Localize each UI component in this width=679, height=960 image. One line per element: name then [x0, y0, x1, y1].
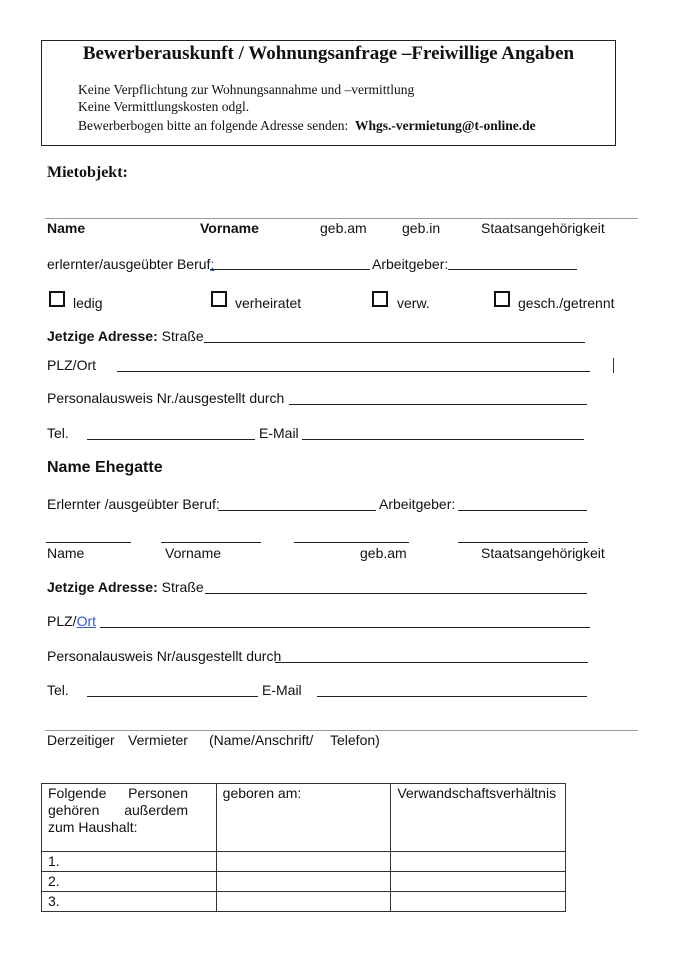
- tel-label: Tel.: [47, 425, 69, 441]
- email-label: E-Mail: [259, 425, 299, 441]
- spouse-vorname-label: Vorname: [165, 545, 222, 561]
- note-line-3: Bewerberbogen bitte an folgende Adresse senden:: [78, 118, 349, 133]
- header-relation: Verwandschaftsverhältnis: [397, 785, 557, 801]
- plz-field[interactable]: [117, 371, 590, 372]
- ausweis-label: Personalausweis Nr./ausgestellt durch: [47, 390, 285, 406]
- cell[interactable]: [391, 872, 566, 892]
- adresse-label: Jetzige Adresse:: [47, 328, 158, 344]
- spouse-name-label: Name: [47, 545, 85, 561]
- spouse-staat-label: Staatsangehörigkeit: [481, 545, 605, 561]
- status-verheiratet-label: verheiratet: [235, 295, 302, 311]
- spouse-tel-field[interactable]: [87, 696, 258, 697]
- spouse-ort-label: Ort: [76, 613, 97, 629]
- checkbox-verheiratet[interactable]: [211, 291, 227, 307]
- spouse-ausweis-field[interactable]: [275, 662, 588, 663]
- status-ledig-label: ledig: [73, 295, 103, 311]
- spouse-email-field[interactable]: [317, 696, 587, 697]
- spouse-heading: Name Ehegatte: [47, 459, 163, 476]
- tel-field[interactable]: [87, 439, 255, 440]
- landlord-label: Derzeitiger: [47, 732, 115, 748]
- mietobjekt-label: Mietobjekt:: [47, 164, 128, 181]
- row-number[interactable]: 2.: [42, 872, 217, 892]
- spouse-adresse-label: Jetzige Adresse:: [47, 579, 158, 595]
- name-label: Name: [47, 220, 86, 236]
- form-title: Bewerberauskunft / Wohnungsanfrage –Freiwillige Angaben: [82, 43, 575, 64]
- note-line-1: Keine Verpflichtung zur Wohnungsannahme und –vermittlung: [78, 82, 415, 97]
- landlord-label: Vermieter: [128, 732, 188, 748]
- spouse-beruf-field[interactable]: [218, 510, 376, 511]
- spouse-plz-label: PLZ/: [47, 613, 77, 629]
- landlord-label: (Name/Anschrift/: [209, 732, 314, 748]
- spouse-vorname-field[interactable]: [161, 542, 261, 543]
- divider: [45, 730, 638, 731]
- spouse-tel-label: Tel.: [47, 682, 69, 698]
- geb-am-label: geb.am: [320, 220, 367, 236]
- divider: [45, 218, 638, 219]
- table-row: [42, 852, 566, 872]
- checkbox-getrennt[interactable]: [494, 291, 510, 307]
- beruf-label: erlernter/ausgeübter Beruf: [47, 256, 211, 272]
- spouse-arbeitgeber-field[interactable]: [458, 510, 587, 511]
- checkbox-ledig[interactable]: [49, 291, 65, 307]
- strasse-label: Straße: [161, 328, 204, 344]
- table-header: [42, 784, 217, 852]
- spouse-beruf-label: Erlernter /ausgeübter Beruf:: [47, 496, 220, 512]
- spouse-arbeitgeber-label: Arbeitgeber:: [379, 496, 456, 512]
- header-born: geboren am:: [222, 785, 302, 801]
- row-number[interactable]: 1.: [42, 852, 217, 872]
- beruf-colon: :: [210, 256, 215, 272]
- vorname-label: Vorname: [200, 220, 259, 236]
- status-getrennt-label: gesch./getrennt: [518, 295, 615, 311]
- table-header: [216, 784, 391, 852]
- beruf-field[interactable]: [210, 269, 370, 270]
- landlord-label: Telefon): [330, 732, 380, 748]
- checkbox-verw[interactable]: [372, 291, 388, 307]
- spouse-plz-field[interactable]: [100, 627, 590, 628]
- cell[interactable]: [391, 892, 566, 912]
- row-number[interactable]: 3.: [42, 892, 217, 912]
- table-row: [42, 872, 566, 892]
- staat-label: Staatsangehörigkeit: [481, 220, 605, 236]
- cell[interactable]: [216, 892, 391, 912]
- arbeitgeber-field[interactable]: [448, 269, 577, 270]
- cell[interactable]: [216, 872, 391, 892]
- cell[interactable]: [216, 852, 391, 872]
- email-field[interactable]: [302, 439, 584, 440]
- household-table: [41, 783, 566, 912]
- spouse-gebam-field[interactable]: [294, 542, 409, 543]
- contact-email[interactable]: Whgs.-vermietung@t-online.de: [355, 118, 536, 133]
- cell[interactable]: [391, 852, 566, 872]
- spouse-gebam-label: geb.am: [360, 545, 407, 561]
- header-persons: Folgende Personen gehören außerdem zum Haushalt:: [48, 785, 188, 835]
- table-row: [42, 892, 566, 912]
- spouse-email-label: E-Mail: [262, 682, 302, 698]
- spouse-strasse-label: Straße: [161, 579, 204, 595]
- spouse-name-field[interactable]: [46, 542, 131, 543]
- spouse-staat-field[interactable]: [458, 542, 588, 543]
- arbeitgeber-label: Arbeitgeber:: [372, 256, 449, 272]
- plz-label: PLZ/Ort: [47, 357, 97, 373]
- ausweis-field[interactable]: [289, 404, 587, 405]
- status-verw-label: verw.: [397, 295, 430, 311]
- table-header: [391, 784, 566, 852]
- note-line-2: Keine Vermittlungskosten odgl.: [78, 99, 250, 114]
- spouse-ausweis-label: Personalausweis Nr/ausgestellt durch: [47, 648, 282, 664]
- strasse-field[interactable]: [204, 342, 585, 343]
- text-cursor: [613, 358, 614, 373]
- geb-in-label: geb.in: [402, 220, 441, 236]
- spouse-strasse-field[interactable]: [205, 593, 587, 594]
